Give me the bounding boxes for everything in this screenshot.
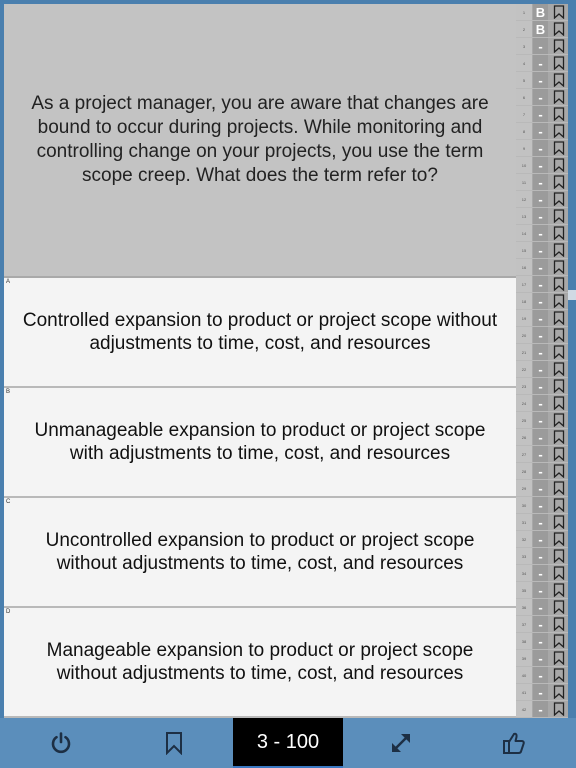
answer-mark: - [533,684,548,700]
question-counter: 3 - 100 [233,718,343,768]
bookmark-icon [553,209,565,223]
bookmark-icon [553,600,565,614]
answer-mark: - [533,701,548,717]
bookmark-toggle[interactable] [549,480,568,496]
bookmark-toggle[interactable] [549,174,568,190]
answer-letter: B [6,389,11,395]
answer-mark: - [533,310,548,326]
navigator-row[interactable] [516,21,568,38]
bookmark-icon [553,345,565,359]
bookmark-icon [553,39,565,53]
bookmark-toggle[interactable] [549,497,568,513]
question-number: 4 [516,55,532,71]
navigator-row[interactable] [516,293,568,310]
bookmark-icon [553,396,565,410]
bookmark-toggle[interactable] [549,599,568,615]
answer-mark: - [533,191,548,207]
answer-mark: B [533,4,548,20]
question-number: 37 [516,616,532,632]
navigator-row[interactable] [516,106,568,123]
navigator-row[interactable] [516,531,568,548]
bookmark-icon [553,124,565,138]
bookmark-icon [553,226,565,240]
bookmark-icon [553,498,565,512]
bookmark-toggle[interactable] [549,4,568,20]
scroll-indicator[interactable] [568,290,576,300]
question-number: 10 [516,157,532,173]
bookmark-icon [553,651,565,665]
answer-mark: - [533,55,548,71]
bookmark-icon [553,413,565,427]
bookmark-toggle[interactable] [549,395,568,411]
question-number: 20 [516,327,532,343]
answer-mark: - [533,412,548,428]
bookmark-icon [553,260,565,274]
question-number: 16 [516,259,532,275]
answer-line: Controlled expansion to product or project scope without [22,310,498,331]
bookmark-toggle[interactable] [549,616,568,632]
bookmark-icon [553,158,565,172]
question-number: 28 [516,463,532,479]
answer-line: with adjustments to time, cost, and resources [69,443,451,464]
bookmark-toggle[interactable] [549,633,568,649]
question-line: As a project manager, you are aware that changes are [31,93,489,114]
bookmark-toggle[interactable] [549,548,568,564]
bookmark-icon [553,5,565,19]
bookmark-icon [553,634,565,648]
navigator-row[interactable] [516,344,568,361]
bookmark-icon [553,175,565,189]
question-number: 13 [516,208,532,224]
bookmark-icon [553,328,565,342]
fullscreen-button[interactable] [371,718,431,768]
bookmark-icon [553,379,565,393]
answer-line: Uncontrolled expansion to product or project scope [45,530,475,551]
question-line: bound to occur during projects. While monitoring and [37,117,483,138]
bookmark-toggle[interactable] [549,276,568,292]
navigator-row[interactable] [516,446,568,463]
bookmark-toggle[interactable] [549,667,568,683]
answer-line: Manageable expansion to product or project scope [46,640,474,661]
question-number: 26 [516,429,532,445]
bookmark-icon [553,464,565,478]
answer-text [34,419,485,465]
bookmark-icon [553,481,565,495]
bookmark-toggle[interactable] [549,259,568,275]
bookmark-icon [553,277,565,291]
bookmark-toggle[interactable] [549,157,568,173]
question-number: 11 [516,174,532,190]
answer-mark: - [533,89,548,105]
answer-text [46,529,475,575]
question-panel [4,4,516,278]
answer-mark: - [533,157,548,173]
question-number: 39 [516,650,532,666]
question-number: 40 [516,667,532,683]
navigator-row[interactable] [516,174,568,191]
question-number: 9 [516,140,532,156]
question-number: 18 [516,293,532,309]
bookmark-toggle[interactable] [549,684,568,700]
navigator-row[interactable] [516,72,568,89]
question-number: 12 [516,191,532,207]
answer-mark: - [533,259,548,275]
bookmark-icon [553,515,565,529]
answer-mark: - [533,463,548,479]
answer-mark: - [533,429,548,445]
question-number: 38 [516,633,532,649]
bookmark-toggle[interactable] [549,191,568,207]
question-number: 31 [516,514,532,530]
answer-mark: - [533,276,548,292]
answer-mark: - [533,293,548,309]
answer-mark: - [533,174,548,190]
question-text [25,92,494,188]
answer-mark: - [533,633,548,649]
answer-mark: - [533,72,548,88]
bookmark-icon [553,243,565,257]
navigator-row[interactable] [516,684,568,701]
power-button[interactable] [31,718,91,768]
navigator-row[interactable] [516,395,568,412]
answer-option-b[interactable] [4,388,516,498]
bookmark-icon [553,685,565,699]
answer-mark: - [533,531,548,547]
bookmark-toggle[interactable] [549,310,568,326]
navigator-row[interactable] [516,650,568,667]
navigator-row[interactable] [516,55,568,72]
navigator-row[interactable] [516,599,568,616]
answer-mark: - [533,616,548,632]
answer-option-c[interactable] [4,498,516,608]
bookmark-icon [553,702,565,716]
question-number: 1 [516,4,532,20]
bookmark-toggle[interactable] [549,38,568,54]
bookmark-toggle[interactable] [549,55,568,71]
navigator-row[interactable] [516,310,568,327]
navigator-row[interactable] [516,191,568,208]
question-number: 2 [516,21,532,37]
navigator-row[interactable] [516,633,568,650]
bookmark-toggle[interactable] [549,208,568,224]
answer-mark: - [533,361,548,377]
answer-option-a[interactable] [4,278,516,388]
question-line: controlling change on your projects, you use the term [36,141,484,162]
navigator-row[interactable] [516,701,568,718]
answer-letter: C [6,499,11,505]
question-number: 23 [516,378,532,394]
bookmark-toggle[interactable] [549,123,568,139]
answer-mark: - [533,140,548,156]
navigator-row[interactable] [516,497,568,514]
question-number: 36 [516,599,532,615]
question-number: 5 [516,72,532,88]
bookmark-icon [553,566,565,580]
navigator-row[interactable] [516,208,568,225]
navigator-row[interactable] [516,412,568,429]
bookmark-toggle[interactable] [549,106,568,122]
question-number: 19 [516,310,532,326]
bookmark-toggle[interactable] [549,514,568,530]
navigator-row[interactable] [516,89,568,106]
bookmark-icon [553,294,565,308]
navigator-row[interactable] [516,514,568,531]
bookmark-button[interactable] [144,718,204,768]
navigator-row[interactable] [516,276,568,293]
answer-mark: - [533,327,548,343]
question-number: 6 [516,89,532,105]
bookmark-toggle[interactable] [549,72,568,88]
bookmark-icon [553,532,565,546]
question-number: 29 [516,480,532,496]
bookmark-icon [553,192,565,206]
bookmark-icon [163,731,185,755]
bookmark-toggle[interactable] [549,344,568,360]
bookmark-icon [553,73,565,87]
answer-mark: - [533,497,548,513]
question-number: 24 [516,395,532,411]
bookmark-icon [553,107,565,121]
answer-line: Unmanageable expansion to product or project scope [34,420,486,441]
answer-mark: - [533,548,548,564]
answer-mark: - [533,514,548,530]
question-navigator[interactable] [516,4,568,718]
answer-mark: - [533,395,548,411]
answer-mark: - [533,480,548,496]
answer-mark: - [533,582,548,598]
bookmark-icon [553,362,565,376]
question-number: 3 [516,38,532,54]
power-icon [49,731,73,755]
question-number: 27 [516,446,532,462]
navigator-row[interactable] [516,582,568,599]
bookmark-toggle[interactable] [549,140,568,156]
question-number: 42 [516,701,532,717]
answer-mark: - [533,208,548,224]
navigator-row[interactable] [516,225,568,242]
question-number: 22 [516,361,532,377]
bookmark-icon [553,617,565,631]
navigator-row[interactable] [516,123,568,140]
question-number: 8 [516,123,532,139]
navigator-row[interactable] [516,38,568,55]
bookmark-toggle[interactable] [549,701,568,717]
navigator-row[interactable] [516,480,568,497]
question-line: scope creep. What does the term refer to? [82,165,438,186]
bookmark-icon [553,430,565,444]
question-number: 30 [516,497,532,513]
answer-text [23,309,497,355]
bookmark-toggle[interactable] [549,446,568,462]
question-number: 17 [516,276,532,292]
bookmark-toggle[interactable] [549,429,568,445]
answer-mark: - [533,446,548,462]
bookmark-icon [553,668,565,682]
bookmark-icon [553,549,565,563]
navigator-row[interactable] [516,4,568,21]
answer-line: without adjustments to time, cost, and resources [56,663,464,684]
navigator-row[interactable] [516,140,568,157]
bookmark-toggle[interactable] [549,21,568,37]
bookmark-icon [553,141,565,155]
bookmark-toggle[interactable] [549,89,568,105]
answer-text [47,639,474,685]
bookmark-toggle[interactable] [549,242,568,258]
bookmark-icon [553,22,565,36]
navigator-row[interactable] [516,157,568,174]
navigator-row[interactable] [516,259,568,276]
navigator-row[interactable] [516,429,568,446]
question-number: 14 [516,225,532,241]
answer-mark: - [533,242,548,258]
navigator-row[interactable] [516,616,568,633]
answer-line: without adjustments to time, cost, and resources [56,553,464,574]
answer-mark: - [533,123,548,139]
main-panel [4,4,516,718]
bookmark-icon [553,311,565,325]
question-number: 35 [516,582,532,598]
bookmark-toggle[interactable] [549,531,568,547]
answer-mark: - [533,599,548,615]
thumbs-up-icon [501,730,527,756]
question-number: 32 [516,531,532,547]
bookmark-toggle[interactable] [549,378,568,394]
answer-mark: - [533,344,548,360]
answer-mark: - [533,38,548,54]
navigator-row[interactable] [516,463,568,480]
bookmark-toggle[interactable] [549,327,568,343]
question-number: 15 [516,242,532,258]
answer-mark: - [533,225,548,241]
question-number: 41 [516,684,532,700]
expand-icon [388,730,414,756]
bookmark-toggle[interactable] [549,412,568,428]
like-button[interactable] [484,718,544,768]
answer-mark: - [533,106,548,122]
bookmark-toggle[interactable] [549,293,568,309]
answer-line: adjustments to time, cost, and resources [89,333,431,354]
answer-letter: A [6,279,11,285]
answer-letter: D [6,609,11,615]
navigator-row[interactable] [516,548,568,565]
answer-mark: - [533,667,548,683]
bookmark-icon [553,56,565,70]
answer-mark: - [533,378,548,394]
question-number: 25 [516,412,532,428]
question-number: 33 [516,548,532,564]
bookmark-icon [553,90,565,104]
answer-mark: - [533,565,548,581]
bookmark-toggle[interactable] [549,225,568,241]
bottom-toolbar [0,718,576,768]
answer-mark: - [533,650,548,666]
bookmark-toggle[interactable] [549,361,568,377]
bookmark-toggle[interactable] [549,582,568,598]
bookmark-toggle[interactable] [549,650,568,666]
answer-option-d[interactable] [4,608,516,718]
question-number: 21 [516,344,532,360]
navigator-row[interactable] [516,327,568,344]
answer-mark: B [533,21,548,37]
bookmark-icon [553,583,565,597]
bookmark-toggle[interactable] [549,463,568,479]
question-number: 7 [516,106,532,122]
navigator-row[interactable] [516,361,568,378]
navigator-row[interactable] [516,565,568,582]
navigator-row[interactable] [516,242,568,259]
bookmark-toggle[interactable] [549,565,568,581]
navigator-row[interactable] [516,667,568,684]
navigator-row[interactable] [516,378,568,395]
bookmark-icon [553,447,565,461]
question-number: 34 [516,565,532,581]
